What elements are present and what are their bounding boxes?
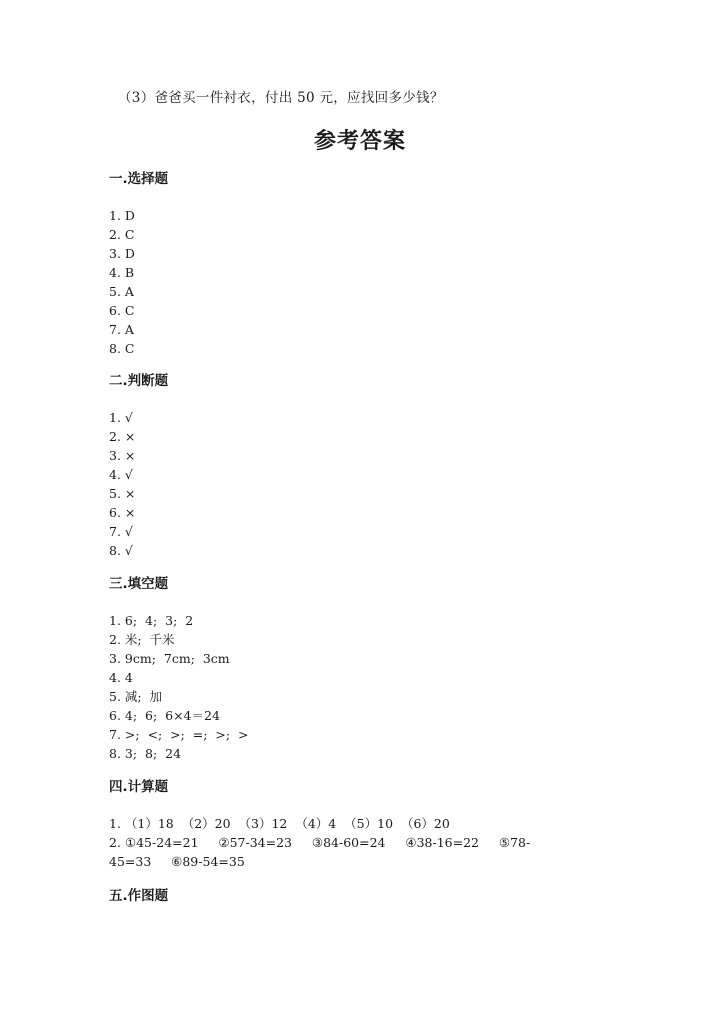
answer-item: 6. C — [109, 303, 135, 318]
section-heading: 二.判断题 — [109, 373, 169, 389]
answer-item: 6. × — [109, 505, 136, 520]
answer-list — [109, 611, 579, 763]
answer-item: 5. A — [109, 284, 134, 299]
answer-item: 4. 4 — [109, 670, 133, 685]
section-true-false — [109, 370, 579, 560]
answer-list — [109, 814, 579, 871]
answer-item: 3. × — [109, 448, 136, 463]
section-calculation — [109, 776, 579, 871]
answer-item: 1. D — [109, 208, 135, 223]
section-multiple-choice — [109, 168, 579, 358]
answer-item: 1. 6; 4; 3; 2 — [109, 613, 194, 628]
answer-item: 6. 4; 6; 6×4＝24 — [109, 708, 220, 723]
answer-item: 2. × — [109, 429, 136, 444]
answer-list — [109, 408, 579, 560]
answer-item: 8. √ — [109, 543, 133, 558]
section-heading: 五.作图题 — [109, 888, 169, 904]
answer-item: 1. （1）18 （2）20 （3）12 （4）4 （5）10 （6）20 — [109, 816, 450, 831]
answer-item: 4. B — [109, 265, 135, 280]
answer-item: 45=33 ⑥89-54=35 — [109, 854, 245, 869]
answer-item: 8. 3; 8; 24 — [109, 746, 182, 761]
section-drawing — [109, 885, 579, 907]
page-title: 参考答案 — [313, 129, 406, 154]
answer-item: 4. √ — [109, 467, 133, 482]
answer-item: 5. × — [109, 486, 136, 501]
answer-item: 2. ①45-24=21 ②57-34=23 ③84-60=24 ④38-16=22 ⑤78- — [109, 835, 531, 850]
answer-item: 8. C — [109, 341, 135, 356]
answer-item: 7. >; <; >; =; >; > — [109, 727, 249, 742]
answer-item: 2. 米; 千米 — [109, 632, 175, 647]
section-fill-in-blank — [109, 573, 579, 763]
answer-item: 2. C — [109, 227, 135, 242]
section-heading: 四.计算题 — [109, 779, 169, 795]
answer-item: 7. A — [109, 322, 134, 337]
answer-item: 7. √ — [109, 524, 133, 539]
question-text: （3）爸爸买一件衬衣，付出 50 元，应找回多少钱？ — [118, 90, 444, 106]
answer-item: 5. 减; 加 — [109, 689, 163, 704]
section-heading: 一.选择题 — [109, 171, 169, 187]
answer-item: 1. √ — [109, 410, 133, 425]
answer-item: 3. 9cm; 7cm; 3cm — [109, 651, 230, 666]
answer-item: 3. D — [109, 246, 135, 261]
answer-list — [109, 206, 579, 358]
section-heading: 三.填空题 — [109, 576, 169, 592]
